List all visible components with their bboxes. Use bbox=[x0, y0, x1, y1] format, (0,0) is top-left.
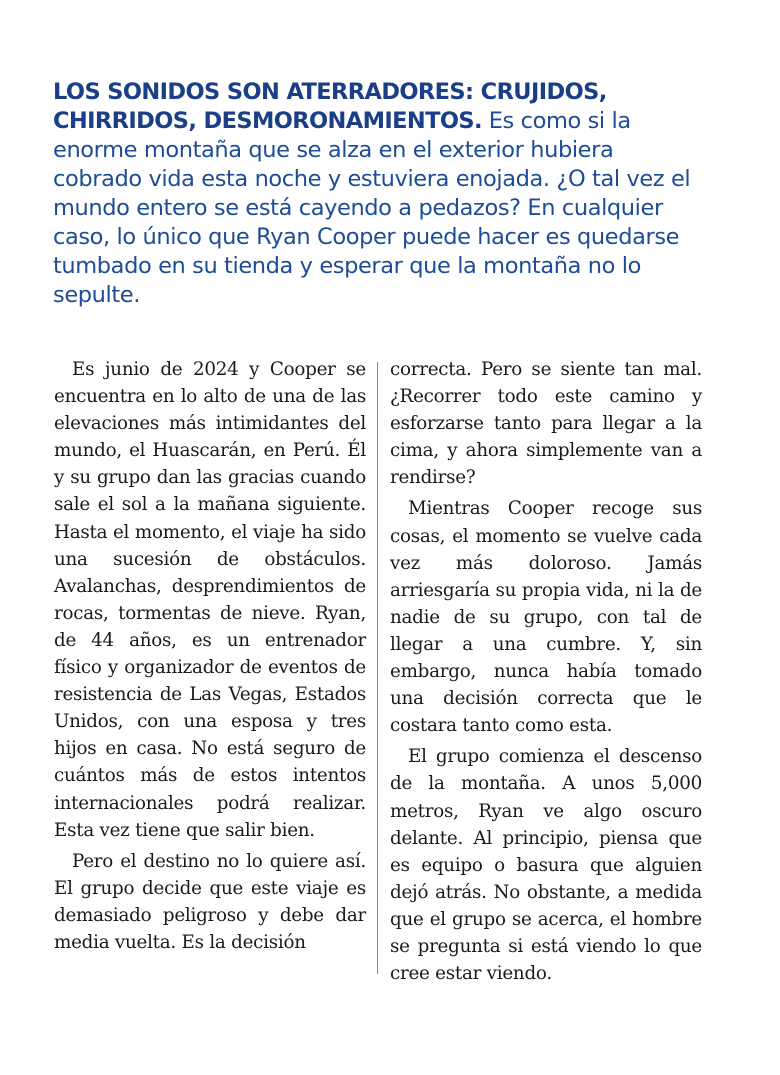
column-left bbox=[54, 356, 366, 960]
column-divider bbox=[377, 362, 378, 974]
intro-body: Es como si la enorme montaña que se alza en el exterior hubiera cobrado vida esta noche y estuviera enojada. ¿O tal vez el mundo entero se está cayendo a pedazos? En cualquier caso, lo único que Ryan Cooper puede hacer es quedarse tumbado en su tienda y esperar que la montaña no lo sepulte. bbox=[53, 108, 691, 308]
paragraph-left-1: Es junio de 2024 y Cooper se encuentra en lo alto de una de las elevaciones más intimidantes del mundo, el Huascarán, en Perú. Él y su grupo dan las gracias cuando sale el sol a la mañana siguiente. Hasta el momento, el viaje ha sido una sucesión de obstáculos. Avalanchas, desprendimientos de rocas, tormentas de nieve. Ryan, de 44 años, es un entrenador físico y organizador de eventos de resistencia de Las Vegas, Estados Unidos, con una esposa y tres hijos en casa. No está seguro de cuántos más de estos intentos internacionales podrá realizar. Esta vez tiene que salir bien. bbox=[54, 359, 366, 841]
article-columns bbox=[54, 356, 704, 986]
paragraph-right-2: Mientras Cooper recoge sus cosas, el momento se vuelve cada vez más doloroso. Jamás arriesgaría su propia vida, ni la de nadie de su grupo, con tal de llegar a una cumbre. Y, sin embargo, nunca había tomado una decisión correcta que le costara tanto como esta. bbox=[390, 498, 702, 737]
intro-paragraph bbox=[53, 78, 708, 310]
column-right bbox=[390, 356, 702, 991]
paragraph-right-3: El grupo comienza el descenso de la montaña. A unos 5,000 metros, Ryan ve algo oscuro delante. Al principio, piensa que es equipo o basura que alguien dejó atrás. No obstante, a medida que el grupo se acerca, el hombre se pregunta si está viendo lo que cree estar viendo. bbox=[390, 746, 702, 985]
intro-lead: LOS SONIDOS SON ATERRADORES: CRUJIDOS, CHIRRIDOS, DESMORONAMIENTOS. bbox=[53, 79, 607, 134]
paragraph-right-1: correcta. Pero se siente tan mal. ¿Recorrer todo este camino y esforzarse tanto para llegar a la cima, y ahora simplemente van a rendirse? bbox=[390, 359, 702, 489]
paragraph-left-2: Pero el destino no lo quiere así. El grupo decide que este viaje es demasiado peligroso y debe dar media vuelta. Es la decisión bbox=[54, 850, 366, 953]
